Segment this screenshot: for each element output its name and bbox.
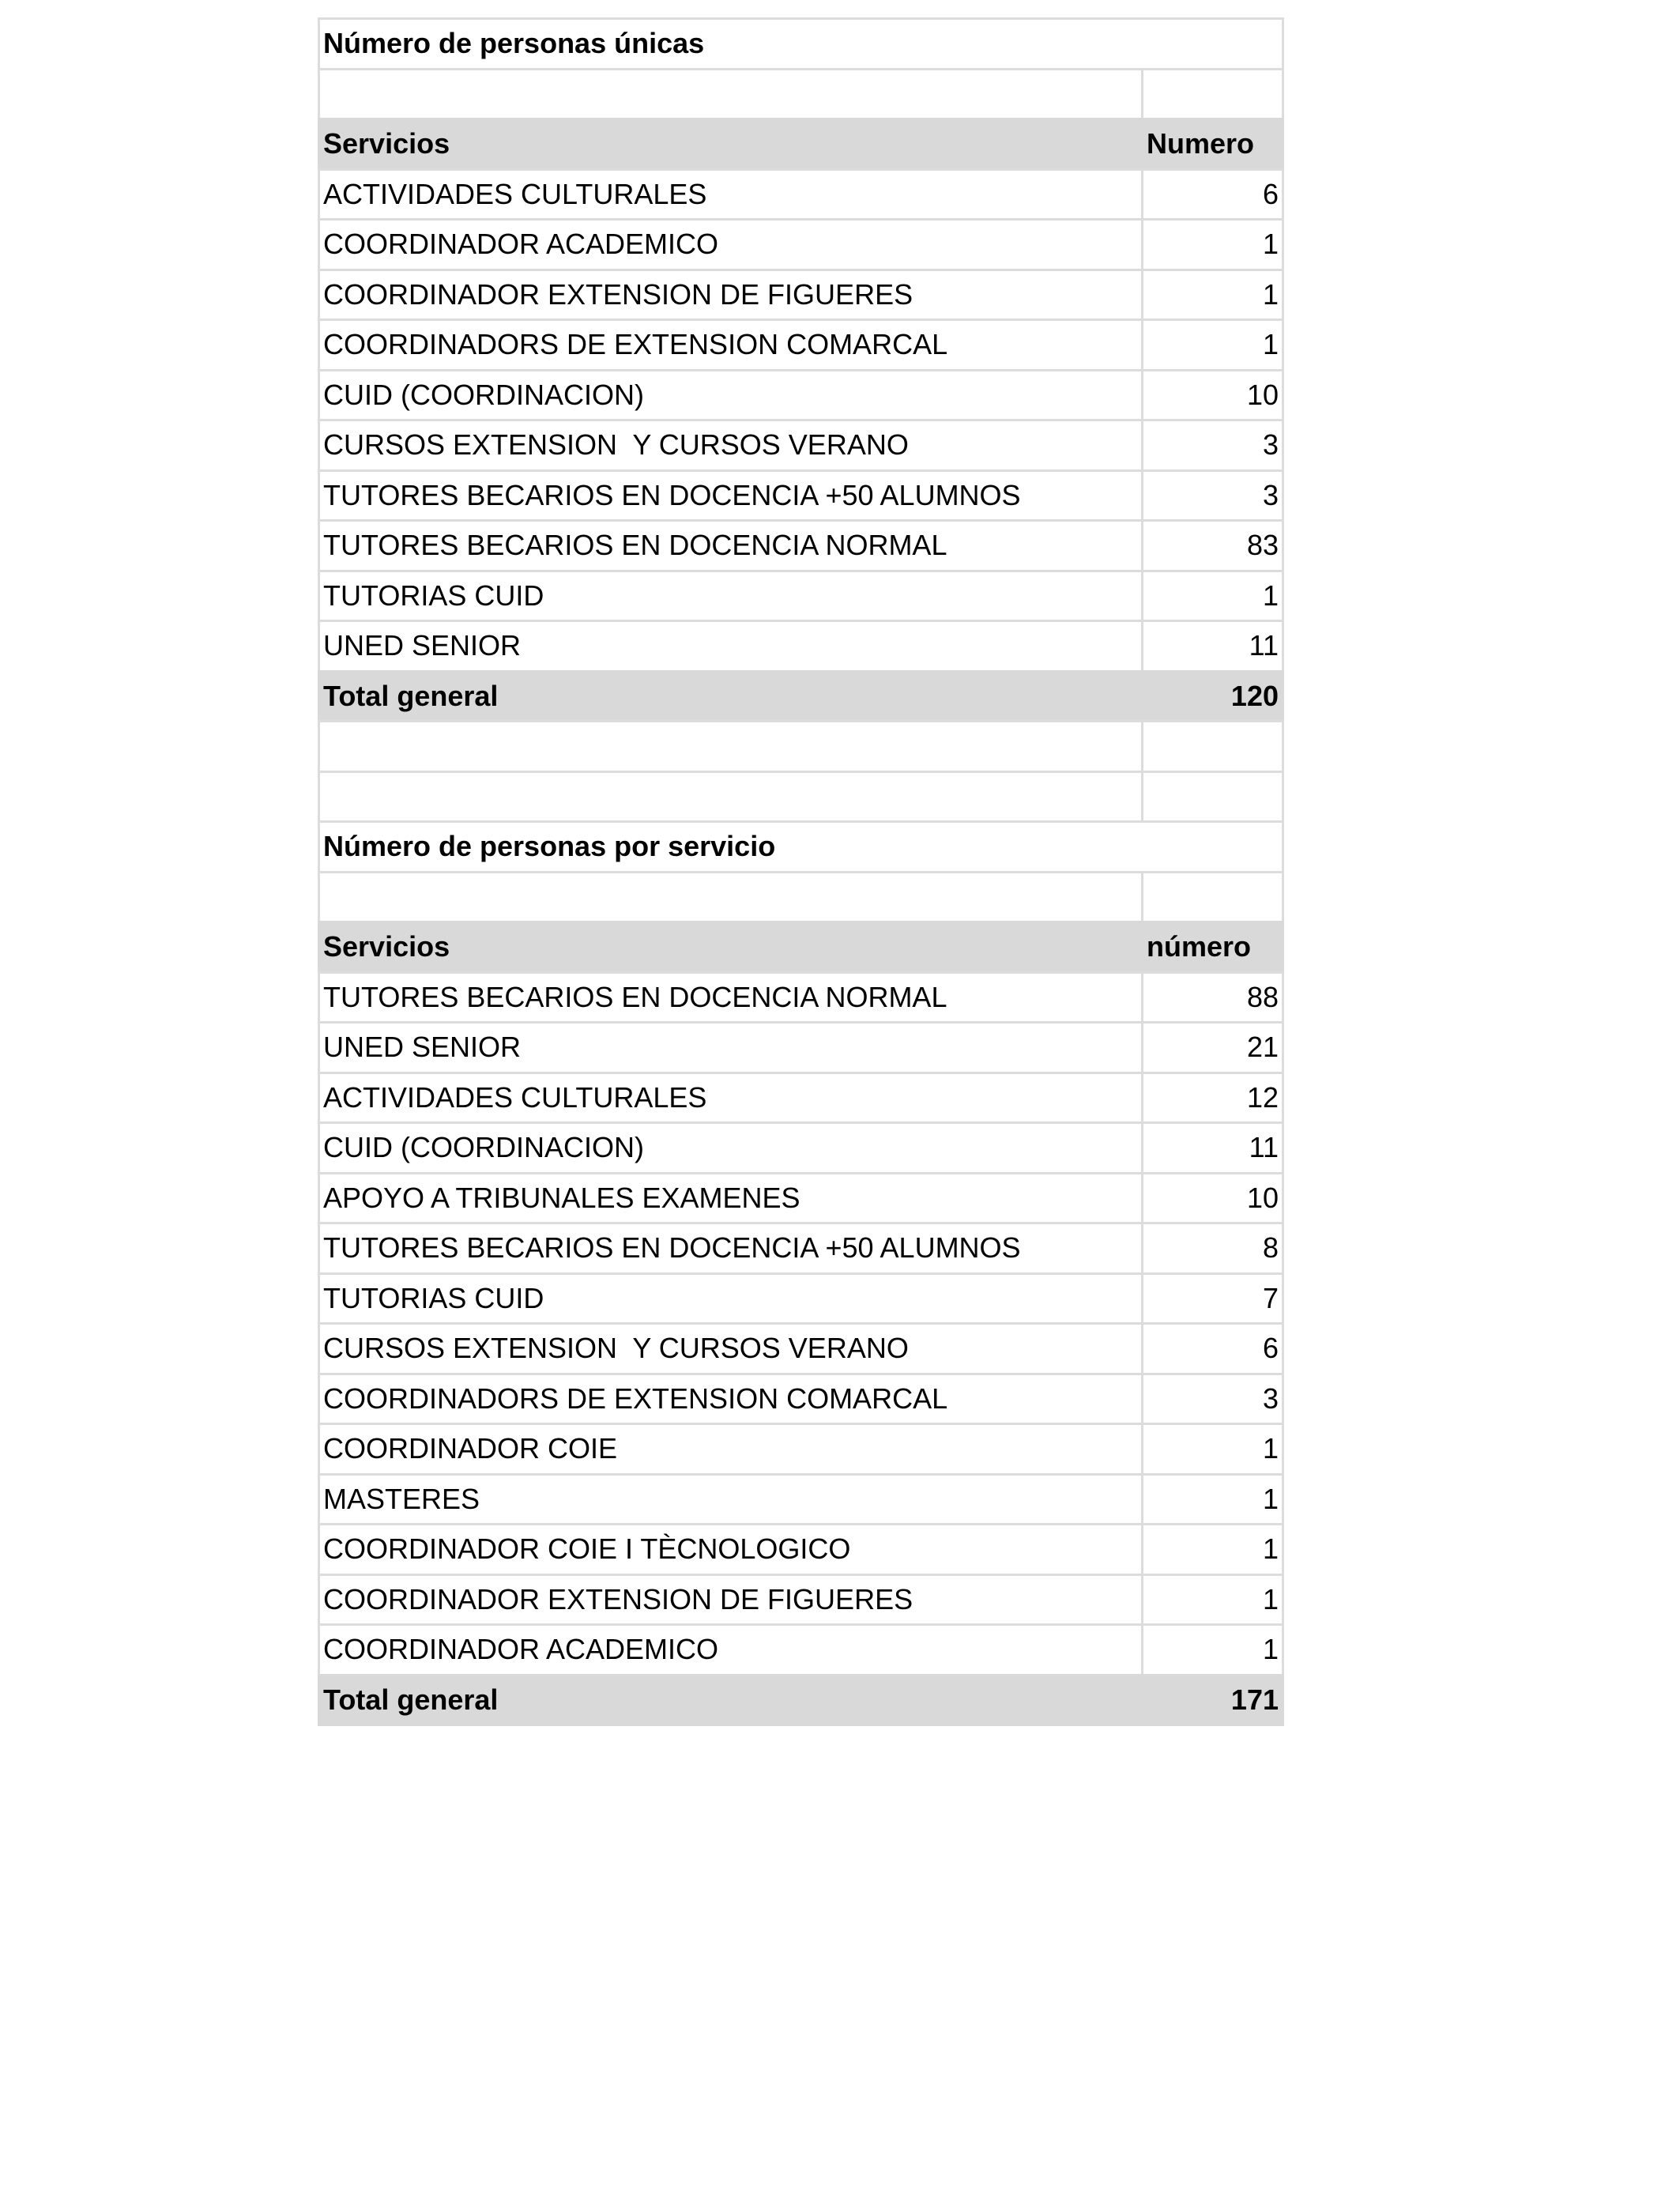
number-cell: 1 bbox=[1141, 1523, 1284, 1576]
table-row bbox=[318, 218, 1284, 269]
table-row bbox=[318, 620, 1284, 670]
table-row bbox=[318, 168, 1284, 219]
table2-header-row bbox=[318, 921, 1284, 971]
table2-body bbox=[318, 971, 1284, 1674]
table-row bbox=[318, 1373, 1284, 1423]
total-label: Total general bbox=[318, 1674, 1143, 1727]
empty-row bbox=[318, 871, 1284, 922]
empty-cell bbox=[1141, 68, 1284, 121]
empty-cell bbox=[1141, 771, 1284, 824]
column-header-numero: Numero bbox=[1141, 118, 1284, 171]
number-cell: 1 bbox=[1141, 1623, 1284, 1676]
service-cell: TUTORES BECARIOS EN DOCENCIA +50 ALUMNOS bbox=[318, 1222, 1143, 1275]
table1-total-row bbox=[318, 670, 1284, 721]
empty-cell bbox=[318, 871, 1143, 924]
table2-title-row bbox=[318, 820, 1284, 871]
total-value: 171 bbox=[1141, 1674, 1284, 1727]
number-cell: 3 bbox=[1141, 419, 1284, 472]
service-cell: TUTORIAS CUID bbox=[318, 1272, 1143, 1325]
service-cell: COORDINADOR ACADEMICO bbox=[318, 218, 1143, 271]
number-cell: 3 bbox=[1141, 469, 1284, 522]
service-cell: CURSOS EXTENSION Y CURSOS VERANO bbox=[318, 419, 1143, 472]
service-cell: COORDINADOR EXTENSION DE FIGUERES bbox=[318, 1574, 1143, 1627]
table2-title: Número de personas por servicio bbox=[318, 820, 1284, 873]
table-row bbox=[318, 1623, 1284, 1674]
table-row bbox=[318, 1172, 1284, 1223]
total-label: Total general bbox=[318, 670, 1143, 723]
number-cell: 11 bbox=[1141, 1122, 1284, 1174]
service-cell: TUTORES BECARIOS EN DOCENCIA NORMAL bbox=[318, 971, 1143, 1024]
table-row bbox=[318, 1423, 1284, 1473]
table1-title: Número de personas únicas bbox=[318, 17, 1284, 70]
service-cell: CUID (COORDINACION) bbox=[318, 1122, 1143, 1174]
table-row bbox=[318, 519, 1284, 570]
table-row bbox=[318, 570, 1284, 620]
number-cell: 10 bbox=[1141, 1172, 1284, 1225]
column-header-numero: número bbox=[1141, 921, 1284, 974]
number-cell: 1 bbox=[1141, 218, 1284, 271]
number-cell: 11 bbox=[1141, 620, 1284, 673]
empty-cell bbox=[1141, 871, 1284, 924]
table-row bbox=[318, 319, 1284, 369]
number-cell: 10 bbox=[1141, 369, 1284, 422]
table-row bbox=[318, 1021, 1284, 1072]
number-cell: 88 bbox=[1141, 971, 1284, 1024]
number-cell: 3 bbox=[1141, 1373, 1284, 1426]
empty-cell bbox=[1141, 720, 1284, 773]
table-row bbox=[318, 369, 1284, 420]
service-cell: CUID (COORDINACION) bbox=[318, 369, 1143, 422]
number-cell: 1 bbox=[1141, 1423, 1284, 1476]
number-cell: 1 bbox=[1141, 1574, 1284, 1627]
table-row bbox=[318, 269, 1284, 319]
table-row bbox=[318, 971, 1284, 1022]
table-row bbox=[318, 1473, 1284, 1524]
service-cell: TUTORES BECARIOS EN DOCENCIA +50 ALUMNOS bbox=[318, 469, 1143, 522]
service-cell: TUTORES BECARIOS EN DOCENCIA NORMAL bbox=[318, 519, 1143, 572]
table-row bbox=[318, 1072, 1284, 1122]
table-row bbox=[318, 1523, 1284, 1574]
number-cell: 7 bbox=[1141, 1272, 1284, 1325]
service-cell: UNED SENIOR bbox=[318, 1021, 1143, 1074]
number-cell: 83 bbox=[1141, 519, 1284, 572]
table-row bbox=[318, 419, 1284, 469]
table-row bbox=[318, 469, 1284, 520]
number-cell: 12 bbox=[1141, 1072, 1284, 1125]
service-cell: CURSOS EXTENSION Y CURSOS VERANO bbox=[318, 1322, 1143, 1375]
total-value: 120 bbox=[1141, 670, 1284, 723]
service-cell: COORDINADORS DE EXTENSION COMARCAL bbox=[318, 319, 1143, 371]
service-cell: APOYO A TRIBUNALES EXAMENES bbox=[318, 1172, 1143, 1225]
column-header-servicios: Servicios bbox=[318, 118, 1143, 171]
table-row bbox=[318, 1322, 1284, 1373]
table1-header-row bbox=[318, 118, 1284, 168]
service-cell: TUTORIAS CUID bbox=[318, 570, 1143, 623]
table1-title-row bbox=[318, 17, 1284, 68]
empty-row bbox=[318, 771, 1284, 821]
empty-row bbox=[318, 720, 1284, 771]
service-cell: MASTERES bbox=[318, 1473, 1143, 1526]
table1-body bbox=[318, 168, 1284, 670]
table-row bbox=[318, 1222, 1284, 1272]
table-row bbox=[318, 1122, 1284, 1172]
column-header-servicios: Servicios bbox=[318, 921, 1143, 974]
service-cell: ACTIVIDADES CULTURALES bbox=[318, 168, 1143, 221]
service-cell: COORDINADORS DE EXTENSION COMARCAL bbox=[318, 1373, 1143, 1426]
number-cell: 1 bbox=[1141, 570, 1284, 623]
table-row bbox=[318, 1574, 1284, 1624]
empty-cell bbox=[318, 68, 1143, 121]
empty-cell bbox=[318, 720, 1143, 773]
spreadsheet bbox=[318, 17, 1284, 1724]
number-cell: 1 bbox=[1141, 319, 1284, 371]
service-cell: COORDINADOR ACADEMICO bbox=[318, 1623, 1143, 1676]
service-cell: COORDINADOR EXTENSION DE FIGUERES bbox=[318, 269, 1143, 322]
number-cell: 1 bbox=[1141, 1473, 1284, 1526]
service-cell: ACTIVIDADES CULTURALES bbox=[318, 1072, 1143, 1125]
table-row bbox=[318, 1272, 1284, 1323]
service-cell: COORDINADOR COIE bbox=[318, 1423, 1143, 1476]
number-cell: 8 bbox=[1141, 1222, 1284, 1275]
number-cell: 1 bbox=[1141, 269, 1284, 322]
empty-cell bbox=[318, 771, 1143, 824]
empty-row bbox=[318, 68, 1284, 119]
number-cell: 6 bbox=[1141, 168, 1284, 221]
service-cell: COORDINADOR COIE I TÈCNOLOGICO bbox=[318, 1523, 1143, 1576]
table2-total-row bbox=[318, 1674, 1284, 1725]
number-cell: 6 bbox=[1141, 1322, 1284, 1375]
service-cell: UNED SENIOR bbox=[318, 620, 1143, 673]
number-cell: 21 bbox=[1141, 1021, 1284, 1074]
